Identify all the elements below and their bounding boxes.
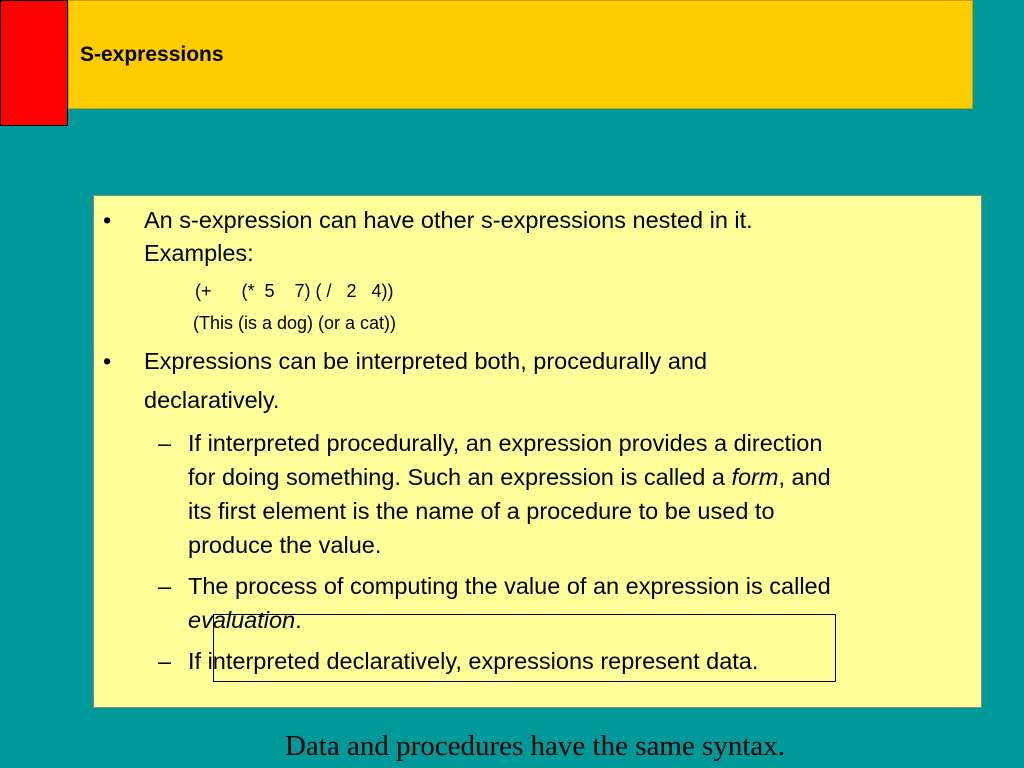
subpoint-1-line-1: If interpreted procedurally, an expression provides a direction xyxy=(188,430,823,456)
term-form: form xyxy=(731,464,779,490)
subpoint-2-line-2: evaluation. xyxy=(188,607,302,633)
bullet-marker: • xyxy=(103,207,112,233)
bullet-1-line-2: Examples: xyxy=(144,240,254,266)
dash-marker: – xyxy=(158,573,172,599)
dash-marker: – xyxy=(158,430,172,456)
bullet-2-line-2: declaratively. xyxy=(144,387,280,413)
subpoint-2-line-1: The process of computing the value of an expression is called xyxy=(188,573,831,599)
example-1: (+ (* 5 7) ( / 2 4)) xyxy=(195,281,394,301)
dash-marker: – xyxy=(158,648,172,674)
bullet-marker: • xyxy=(103,348,112,374)
slide-caption: Data and procedures have the same syntax. xyxy=(284,730,786,762)
accent-block xyxy=(0,0,68,126)
highlight-box xyxy=(213,614,836,682)
term-evaluation: evaluation xyxy=(188,607,296,633)
title-bar xyxy=(68,0,973,109)
bullet-2-line-1: Expressions can be interpreted both, procedurally and xyxy=(144,348,708,374)
slide-title: S-expressions xyxy=(80,43,224,66)
subpoint-3-line-1: If interpreted declaratively, expressions represent data. xyxy=(188,648,759,674)
example-2: (This (is a dog) (or a cat)) xyxy=(193,313,397,333)
bullet-1-line-1: An s-expression can have other s-expressions nested in it. xyxy=(144,207,753,233)
subpoint-1-line-2: for doing something. Such an expression is called a form, and xyxy=(188,464,831,490)
subpoint-1-line-4: produce the value. xyxy=(188,532,382,558)
subpoint-1-line-3: its first element is the name of a procedure to be used to xyxy=(188,498,775,524)
